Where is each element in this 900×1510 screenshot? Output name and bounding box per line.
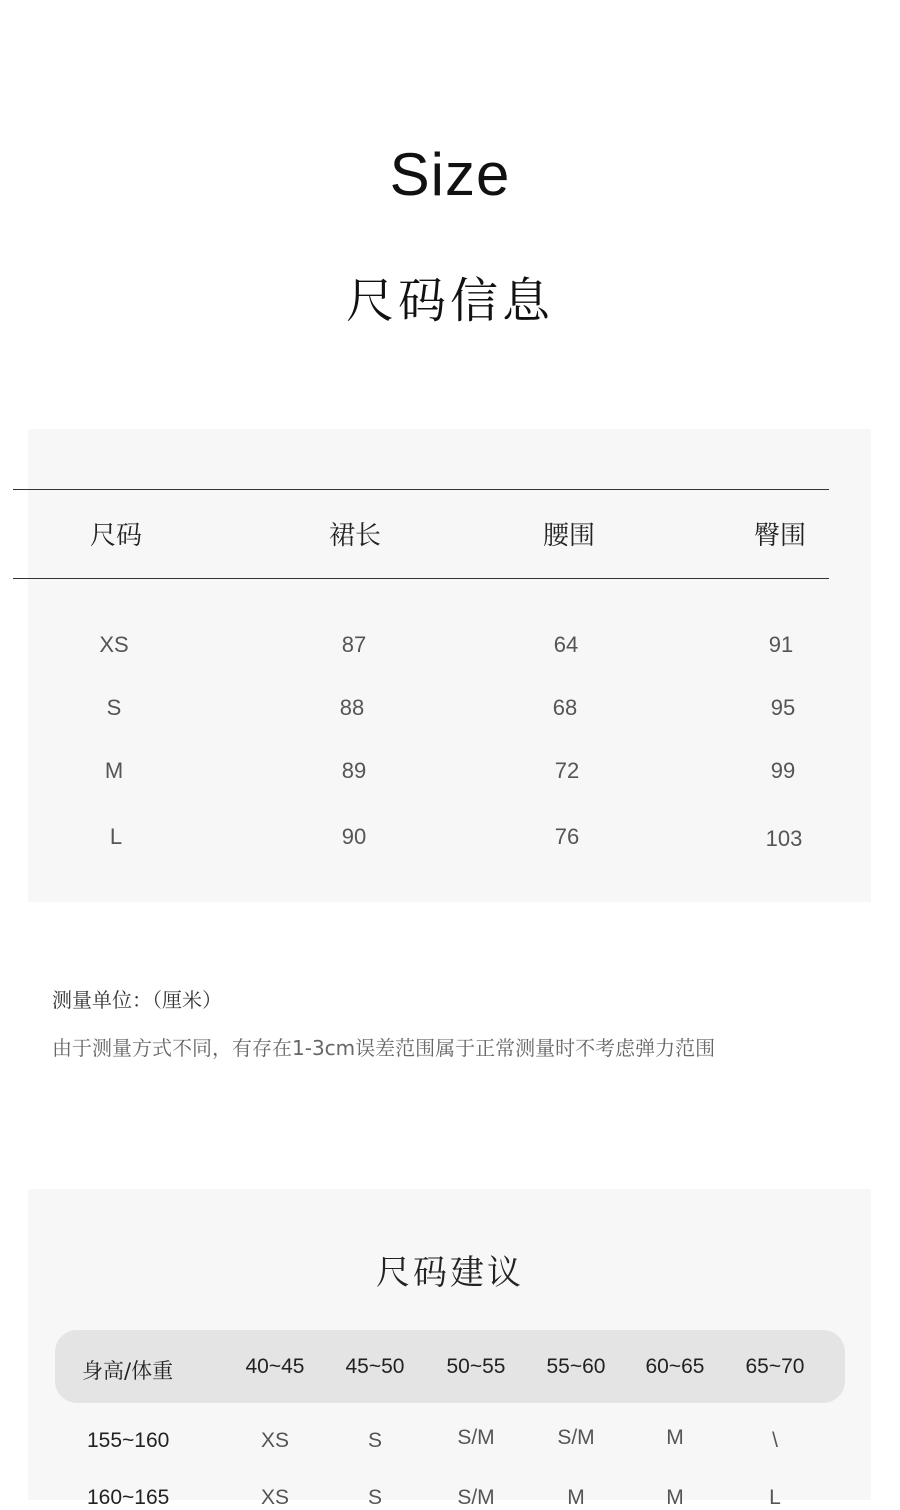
- rec-cell: S/M: [557, 1426, 595, 1449]
- table-cell: L: [109, 824, 123, 849]
- rec-header-height-weight: 身高/体重: [82, 1359, 174, 1383]
- column-header-skirt-length: 裙长: [328, 521, 381, 551]
- rec-cell: M: [567, 1486, 585, 1509]
- table-cell: 103: [765, 826, 803, 851]
- table-header-rule: [13, 578, 829, 579]
- table-cell: M: [104, 758, 124, 783]
- measurement-unit-note: 测量单位：（厘米）: [52, 988, 222, 1012]
- rec-cell: S: [367, 1429, 382, 1452]
- rec-cell: M: [666, 1426, 684, 1449]
- measurement-disclaimer: 由于测量方式不同，有存在1-3cm误差范围属于正常测量时不考虑弹力范围: [52, 1036, 716, 1060]
- rec-header-weight-range: 65~70: [745, 1355, 805, 1378]
- table-cell: 64: [553, 632, 579, 657]
- table-cell: 90: [341, 824, 367, 849]
- page-title-cn: 尺码信息: [345, 273, 554, 329]
- rec-header-weight-range: 55~60: [546, 1355, 606, 1378]
- table-cell: 88: [339, 695, 365, 720]
- table-cell: S: [106, 695, 122, 720]
- table-cell: 68: [552, 695, 578, 720]
- rec-header-weight-range: 50~55: [446, 1355, 506, 1378]
- rec-cell: XS: [260, 1486, 289, 1509]
- rec-cell: S/M: [457, 1486, 495, 1509]
- table-cell: 95: [770, 695, 796, 720]
- rec-row-height: 160~165: [87, 1486, 170, 1509]
- table-cell: 76: [554, 824, 580, 849]
- rec-header-weight-range: 60~65: [645, 1355, 705, 1378]
- rec-cell: M: [666, 1486, 684, 1509]
- table-top-rule: [13, 489, 829, 490]
- rec-header-weight-range: 45~50: [345, 1355, 405, 1378]
- rec-cell: \: [772, 1429, 778, 1452]
- column-header-size: 尺码: [89, 521, 142, 551]
- rec-cell: S: [367, 1486, 382, 1509]
- table-cell: 91: [768, 632, 794, 657]
- column-header-waist: 腰围: [542, 521, 595, 551]
- table-cell: 89: [341, 758, 367, 783]
- rec-cell: S/M: [457, 1426, 495, 1449]
- table-cell: XS: [99, 632, 129, 657]
- rec-row-height: 155~160: [87, 1429, 170, 1452]
- table-cell: 87: [341, 632, 367, 657]
- rec-cell: XS: [260, 1429, 289, 1452]
- column-header-hip: 臀围: [753, 521, 806, 551]
- table-cell: 72: [554, 758, 580, 783]
- page-title-en: Size: [389, 141, 511, 208]
- recommendation-title: 尺码建议: [376, 1253, 524, 1293]
- rec-header-weight-range: 40~45: [245, 1355, 305, 1378]
- table-cell: 99: [770, 758, 796, 783]
- rec-cell: L: [769, 1486, 781, 1509]
